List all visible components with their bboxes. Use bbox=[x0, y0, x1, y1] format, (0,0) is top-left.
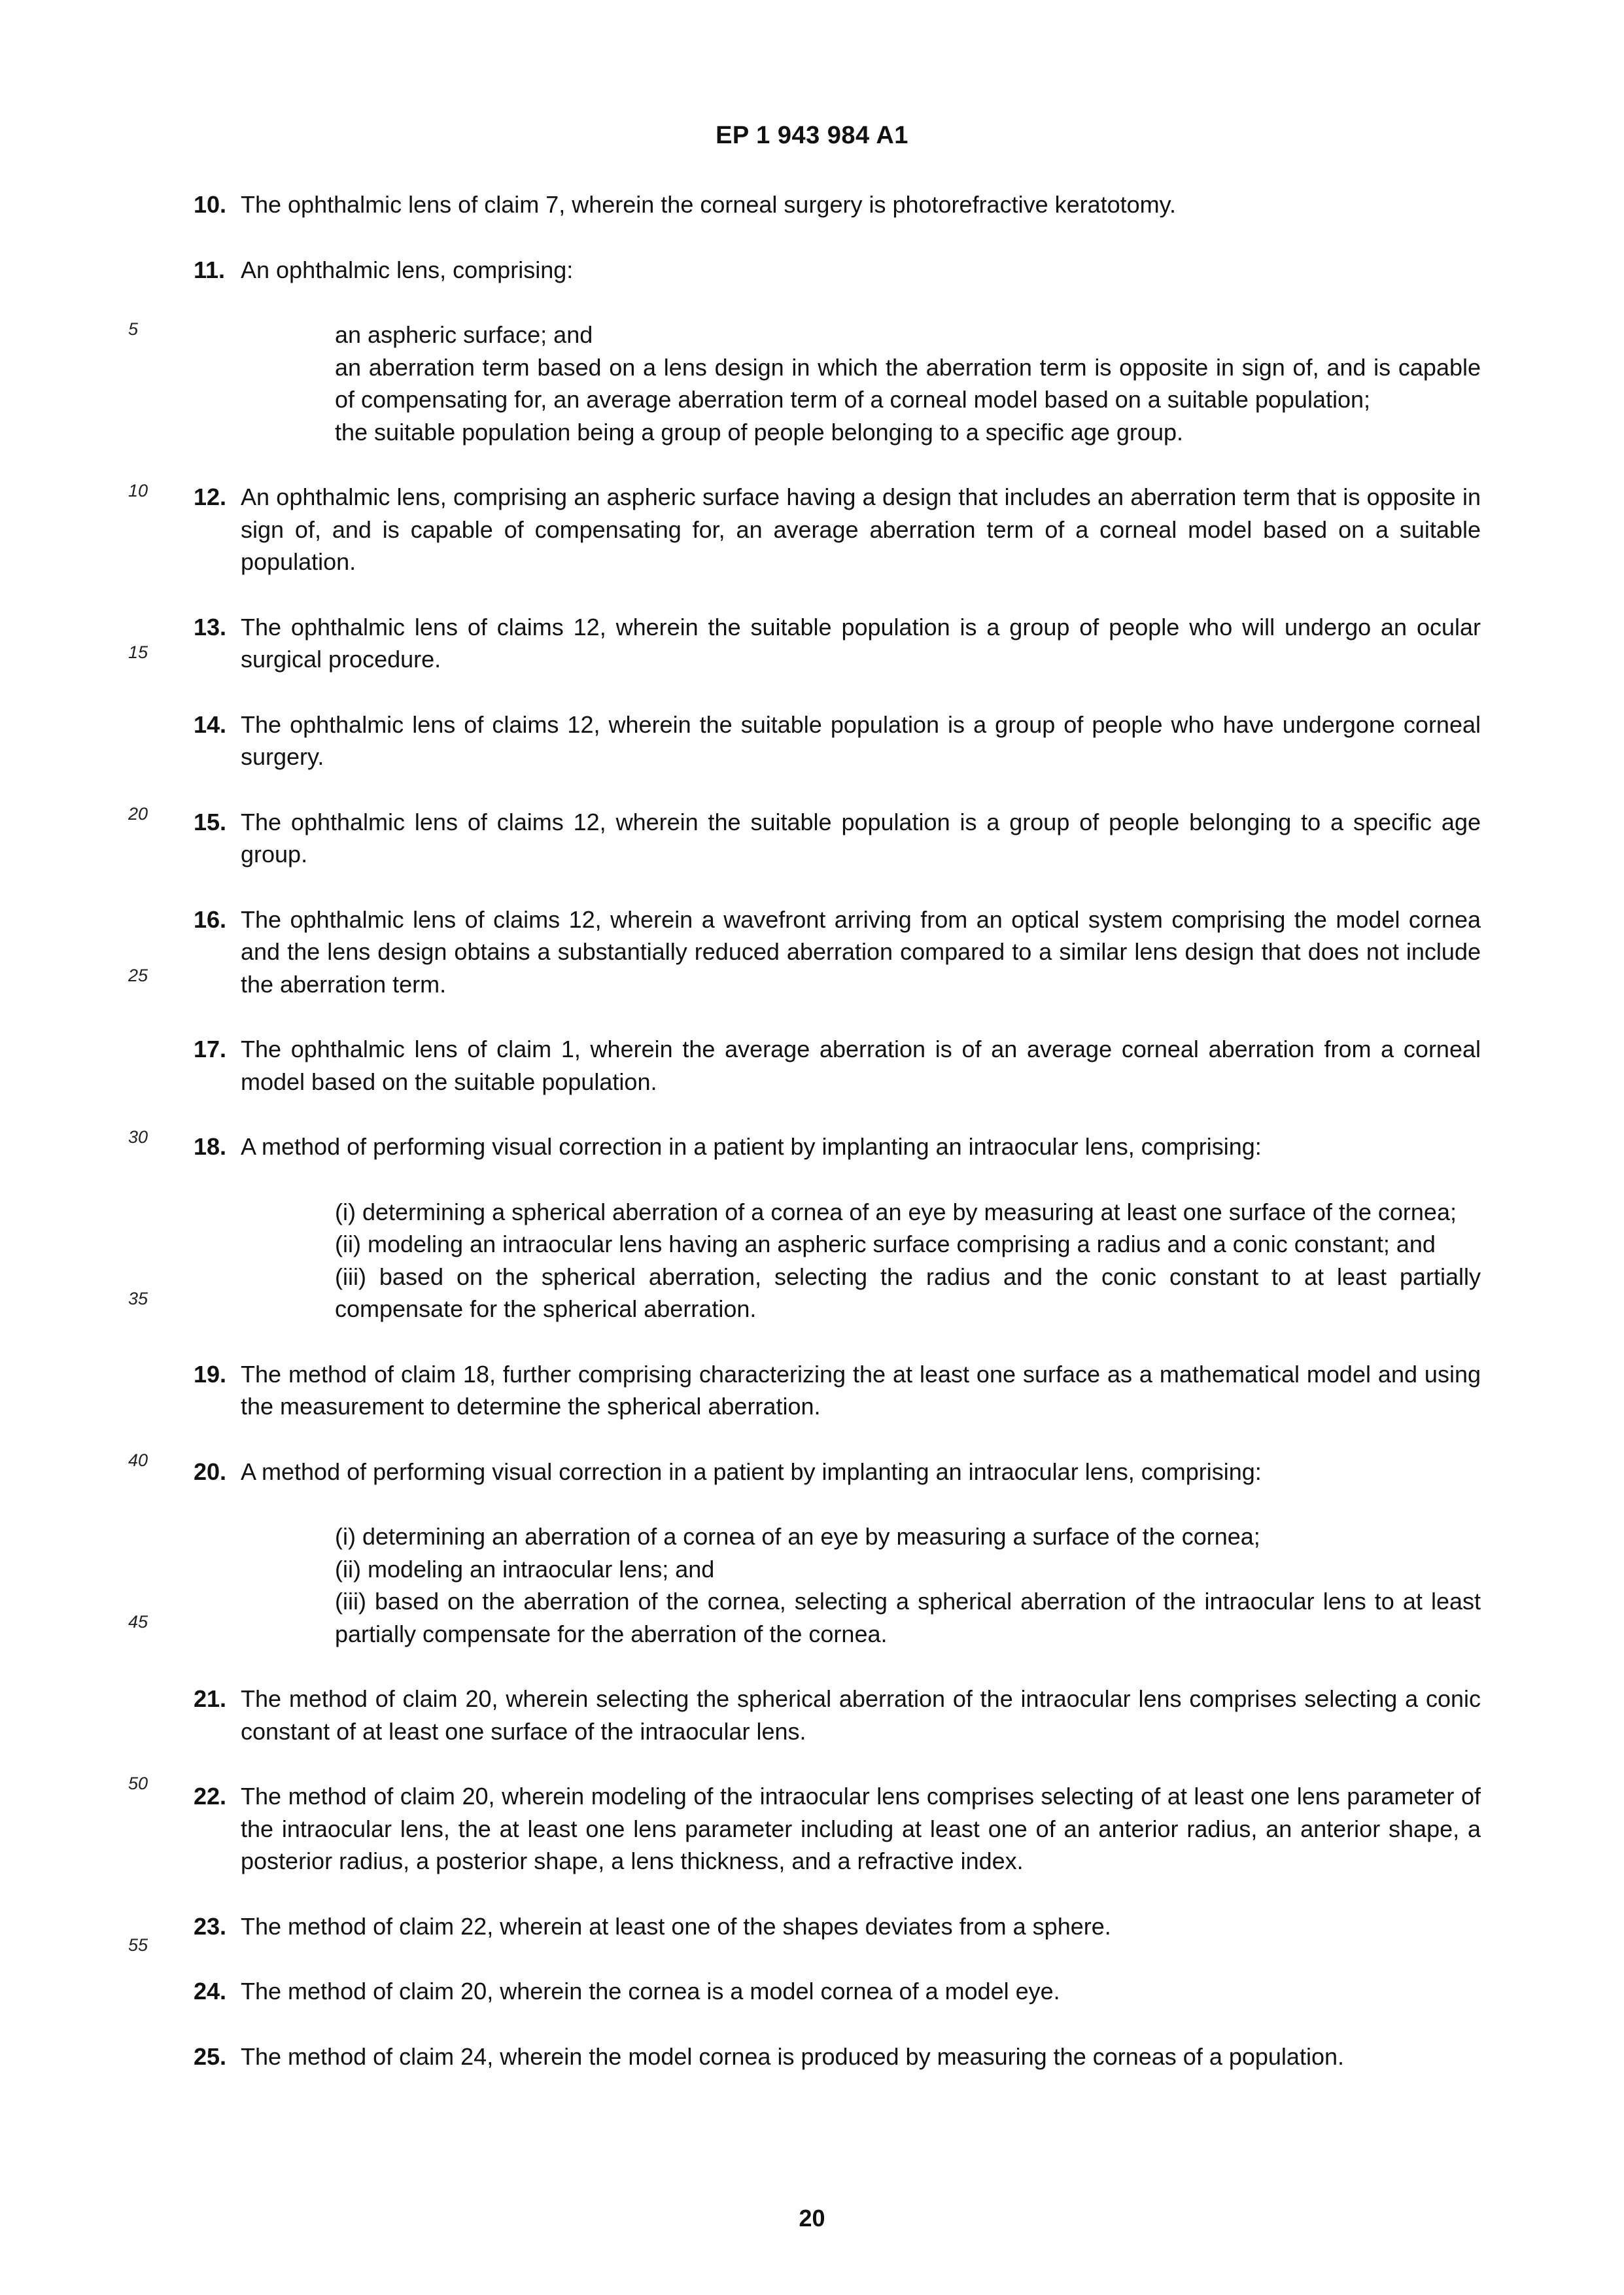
document-number-header: EP 1 943 984 A1 bbox=[716, 122, 908, 149]
margin-line-number: 55 bbox=[128, 1935, 148, 1955]
claim-12 bbox=[194, 481, 1481, 578]
claim-number: 15. bbox=[194, 808, 227, 835]
claim-text: The ophthalmic lens of claims 12, wherein a wavefront arriving from an optical system comprising the model cornea and the lens design obtains a substantially reduced aberration compared to a similar lens design that does not include the aberration term. bbox=[241, 905, 1481, 998]
claim-text: An ophthalmic lens, comprising: bbox=[241, 256, 574, 283]
claim-subitem: (ii) modeling an intraocular lens having an aspheric surface comprising a radius and a conic constant; and bbox=[335, 1231, 1436, 1257]
claim-number: 10. bbox=[194, 191, 227, 218]
margin-line-number: 20 bbox=[128, 804, 148, 824]
claim-sublist bbox=[241, 319, 1481, 448]
claim-text: The method of claim 22, wherein at least one of the shapes deviates from a sphere. bbox=[241, 1912, 1111, 1940]
claim-text: The method of claim 20, wherein the cornea is a model cornea of a model eye. bbox=[241, 1978, 1060, 2005]
claim-sublist bbox=[241, 1196, 1481, 1325]
margin-line-number: 45 bbox=[128, 1612, 148, 1632]
claim-subitem: an aspheric surface; and bbox=[335, 321, 593, 348]
claim-subitem: an aberration term based on a lens design in which the aberration term is opposite in sign of, and is capable of compensating for, an average aberration term of a corneal model based on a suitable population; bbox=[335, 353, 1481, 413]
claim-text: An ophthalmic lens, comprising an aspheric surface having a design that includes an aberration term that is opposite in sign of, and is capable of compensating for, an average aberration term of a corneal model based on a suitable population. bbox=[241, 483, 1481, 575]
claim-10 bbox=[194, 188, 1481, 221]
claim-number: 24. bbox=[194, 1978, 227, 2005]
margin-line-number: 5 bbox=[128, 319, 139, 339]
margin-line-number: 25 bbox=[128, 966, 148, 985]
margin-line-number: 30 bbox=[128, 1127, 148, 1147]
claim-25 bbox=[194, 2041, 1481, 2073]
claim-text: The ophthalmic lens of claims 12, wherein the suitable population is a group of people who will undergo an ocular surgical procedure. bbox=[241, 613, 1481, 673]
claim-text: The ophthalmic lens of claim 7, wherein the corneal surgery is photorefractive keratotomy. bbox=[241, 191, 1176, 218]
claim-21 bbox=[194, 1683, 1481, 1747]
margin-line-number: 35 bbox=[128, 1289, 148, 1308]
claim-22 bbox=[194, 1780, 1481, 1878]
claim-number: 19. bbox=[194, 1360, 227, 1388]
claim-number: 14. bbox=[194, 710, 227, 738]
claim-text: A method of performing visual correction in a patient by implanting an intraocular lens, comprising: bbox=[241, 1133, 1262, 1160]
claim-18 bbox=[194, 1130, 1481, 1325]
margin-line-number: 10 bbox=[128, 481, 148, 500]
page-number: 20 bbox=[799, 2205, 825, 2232]
claim-number: 25. bbox=[194, 2042, 227, 2070]
claim-subitem: (ii) modeling an intraocular lens; and bbox=[335, 1555, 715, 1583]
margin-line-number: 40 bbox=[128, 1450, 148, 1470]
claim-number: 17. bbox=[194, 1036, 227, 1062]
claim-number: 16. bbox=[194, 905, 227, 933]
claim-text: The ophthalmic lens of claims 12, wherein the suitable population is a group of people belonging to a specific age group. bbox=[241, 808, 1481, 867]
claim-number: 18. bbox=[194, 1133, 227, 1160]
claim-text: The method of claim 20, wherein selecting the spherical aberration of the intraocular lens comprises selecting a conic constant of at least one surface of the intraocular lens. bbox=[241, 1685, 1481, 1745]
claim-15 bbox=[194, 806, 1481, 871]
claim-number: 21. bbox=[194, 1685, 227, 1712]
claim-11 bbox=[194, 254, 1481, 449]
claim-23 bbox=[194, 1910, 1481, 1943]
claim-subitem: (iii) based on the spherical aberration, selecting the radius and the conic constant to at least partially compensate for the spherical aberration. bbox=[335, 1263, 1481, 1322]
claim-number: 12. bbox=[194, 483, 227, 510]
claim-17 bbox=[194, 1033, 1481, 1098]
claim-number: 20. bbox=[194, 1458, 227, 1485]
claim-24 bbox=[194, 1975, 1481, 2008]
claim-subitem: (i) determining an aberration of a cornea of an eye by measuring a surface of the cornea; bbox=[335, 1523, 1260, 1550]
claim-subitem: (i) determining a spherical aberration of a cornea of an eye by measuring at least one surface of the cornea; bbox=[335, 1198, 1457, 1225]
claim-16 bbox=[194, 903, 1481, 1001]
claim-number: 22. bbox=[194, 1783, 227, 1810]
claim-text: The ophthalmic lens of claims 12, wherein the suitable population is a group of people who have undergone corneal surgery. bbox=[241, 710, 1481, 770]
claim-text: The method of claim 20, wherein modeling of the intraocular lens comprises selecting of at least one lens parameter of the intraocular lens, the at least one lens parameter including at least one of an anterior radius, an anterior shape, a posterior radius, a posterior shape, a lens thickness, and a refractive index. bbox=[241, 1783, 1481, 1874]
claim-20 bbox=[194, 1456, 1481, 1651]
claim-number: 11. bbox=[194, 256, 226, 283]
claim-sublist bbox=[241, 1520, 1481, 1650]
claim-text: A method of performing visual correction in a patient by implanting an intraocular lens, comprising: bbox=[241, 1458, 1262, 1485]
claim-14 bbox=[194, 709, 1481, 773]
claim-text: The ophthalmic lens of claim 1, wherein the average aberration is of an average corneal aberration from a corneal model based on the suitable population. bbox=[241, 1036, 1481, 1095]
claim-subitem: (iii) based on the aberration of the cornea, selecting a spherical aberration of the intraocular lens to at least partially compensate for the aberration of the cornea. bbox=[335, 1588, 1481, 1647]
claim-text: The method of claim 24, wherein the model cornea is produced by measuring the corneas of a population. bbox=[241, 2042, 1344, 2070]
claim-number: 13. bbox=[194, 613, 227, 640]
claim-text: The method of claim 18, further comprising characterizing the at least one surface as a mathematical model and using the measurement to determine the spherical aberration. bbox=[241, 1360, 1481, 1420]
margin-line-number: 15 bbox=[128, 642, 148, 662]
margin-line-number: 50 bbox=[128, 1774, 148, 1793]
claim-subitem: the suitable population being a group of people belonging to a specific age group. bbox=[335, 418, 1183, 446]
claim-19 bbox=[194, 1358, 1481, 1423]
claim-13 bbox=[194, 611, 1481, 676]
claim-number: 23. bbox=[194, 1912, 227, 1940]
claims-list bbox=[194, 188, 1481, 2105]
